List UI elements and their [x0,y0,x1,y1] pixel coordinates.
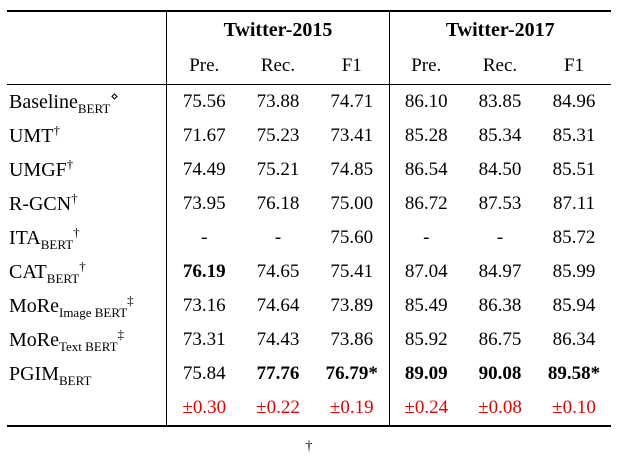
group-header-twitter-2015: Twitter-2015 [167,11,389,48]
metric-value: 87.11 [552,193,596,214]
metric-value: 73.86 [330,329,374,350]
col-header-f1-2017: F1 [537,48,611,85]
col-header-rec-2015: Rec. [241,48,315,85]
metric-value: 89.09 [389,357,463,391]
metric-value: 86.72 [389,187,463,221]
metric-value: 84.96 [552,91,596,112]
footnote-dagger: † [305,439,313,454]
metric-value: 86.54 [389,153,463,187]
table-row [7,187,611,221]
metric-value: 73.89 [330,295,374,316]
results-body [7,85,611,427]
metric-value: ±0.22 [256,397,300,418]
metric-value: 75.60 [330,227,374,248]
group-header-row [7,11,611,48]
metric-value: 86.10 [389,85,463,120]
corner-cell [7,11,167,48]
col-header-pre-2015: Pre. [167,48,241,85]
metric-value: 75.41 [330,261,374,282]
table-row [7,153,611,187]
method-name: R-GCN† [8,189,78,215]
method-name: $PGIM_{BERT}$ [8,362,92,388]
metric-value: 85.92 [389,323,463,357]
table-row [7,357,611,391]
metric-value: - [496,227,504,248]
results-table [7,10,611,427]
metric-value: 85.49 [389,289,463,323]
col-header-rec-2017: Rec. [463,48,537,85]
table-row [7,85,611,120]
method-name: MoRe$_{Text BERT}$‡ [8,325,125,354]
metric-value: 86.34 [552,329,596,350]
metric-value: 85.51 [552,159,596,180]
method-name: UMGF† [8,155,74,181]
col-header-pre-2017: Pre. [389,48,463,85]
metric-value: 74.43 [256,329,300,350]
metric-value: 75.00 [330,193,374,214]
metric-value: 84.97 [478,261,522,282]
table-row [7,255,611,289]
metric-value: 73.31 [167,323,241,357]
metric-value: 87.53 [478,193,522,214]
table-row [7,119,611,153]
metric-value: 85.99 [552,261,596,282]
metric-value: 85.28 [389,119,463,153]
metric-value: 76.79* [325,363,378,384]
metric-value: 86.38 [478,295,522,316]
metric-value: 85.31 [552,125,596,146]
std-dev-row [7,391,611,426]
metric-value: 76.19 [167,255,241,289]
metric-value: 75.21 [256,159,300,180]
metric-value: 73.95 [167,187,241,221]
metric-value: 74.64 [256,295,300,316]
metric-value: 85.34 [478,125,522,146]
metric-value: ±0.10 [552,397,596,418]
metric-value: ±0.30 [167,391,241,426]
table-row [7,221,611,255]
metric-value: 77.76 [256,363,300,384]
metric-value: 73.16 [167,289,241,323]
metric-value: 85.72 [552,227,596,248]
metric-value: 84.50 [478,159,522,180]
metric-value: 74.71 [330,91,374,112]
metric-value: 74.85 [330,159,374,180]
metric-value: 74.65 [256,261,300,282]
method-name: $ITA_{BERT}^\dagger$ [8,223,80,252]
sub-header-row [7,48,611,85]
metric-value: 89.58* [547,363,601,384]
method-name: UMT† [8,121,60,147]
corner-cell [7,48,167,85]
metric-value: 85.94 [552,295,596,316]
metric-value: 83.85 [478,91,522,112]
metric-value: - [167,221,241,255]
metric-value: 73.41 [330,125,374,146]
method-name: Baseline$_{BERT}$⋄ [8,87,119,116]
table-row [7,289,611,323]
metric-value: 90.08 [478,363,522,384]
metric-value: 71.67 [167,119,241,153]
table-row [7,323,611,357]
col-header-f1-2015: F1 [315,48,389,85]
method-name [7,391,167,426]
metric-value: - [274,227,282,248]
metric-value: ±0.08 [478,397,522,418]
metric-value: 75.84 [167,357,241,391]
method-name: $CAT_{BERT}^\dagger$ [8,257,86,286]
metric-value: - [389,221,463,255]
metric-value: 75.56 [167,85,241,120]
metric-value: ±0.19 [329,397,374,418]
metric-value: 76.18 [256,193,300,214]
metric-value: 74.49 [167,153,241,187]
metric-value: 75.23 [256,125,300,146]
metric-value: 73.88 [256,91,300,112]
method-name: MoRe$_{Image BERT}$‡ [8,291,134,320]
group-header-twitter-2017: Twitter-2017 [389,11,611,48]
metric-value: ±0.24 [389,391,463,426]
metric-value: 87.04 [389,255,463,289]
metric-value: 86.75 [478,329,522,350]
